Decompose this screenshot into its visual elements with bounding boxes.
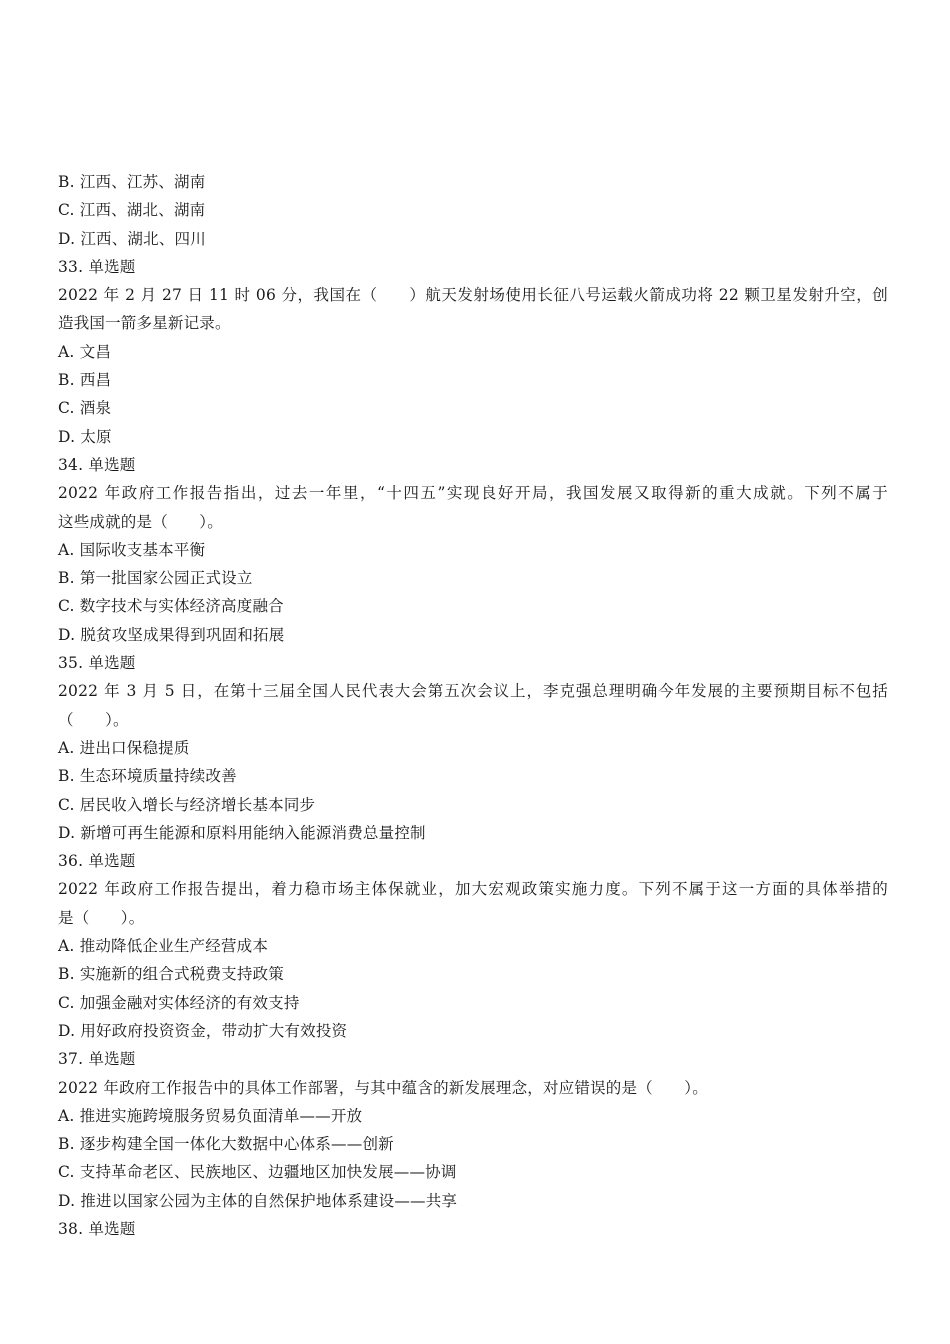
question-38 bbox=[58, 1215, 888, 1243]
option-b: B. 生态环境质量持续改善 bbox=[58, 767, 237, 786]
stem-line: 是（ ）。 bbox=[58, 908, 145, 927]
option-c: C. 数字技术与实体经济高度融合 bbox=[58, 597, 284, 616]
stem-line: 2022 年 3 月 5 日，在第十三届全国人民代表大会第五次会议上，李克强总理明确今年发展的主要预期目标不包括 bbox=[58, 682, 888, 701]
question-35 bbox=[58, 649, 888, 847]
stem-line: 造我国一箭多星新记录。 bbox=[58, 314, 231, 333]
question-header: 38. 单选题 bbox=[58, 1219, 136, 1238]
option-a: A. 推进实施跨境服务贸易负面清单——开放 bbox=[58, 1106, 363, 1125]
option-a: A. 进出口保稳提质 bbox=[58, 738, 190, 757]
question-stem bbox=[58, 875, 888, 932]
option-c: C. 酒泉 bbox=[58, 399, 112, 418]
question-stem: 2022 年政府工作报告中的具体工作部署，与其中蕴含的新发展理念，对应错误的是（ ）。 bbox=[58, 1078, 708, 1097]
question-header: 35. 单选题 bbox=[58, 654, 136, 673]
option-b: B. 第一批国家公园正式设立 bbox=[58, 569, 253, 588]
stem-line: 2022 年政府工作报告指出，过去一年里，“十四五”实现良好开局，我国发展又取得新的重大成就。下列不属于 bbox=[58, 484, 888, 503]
option: C. 江西、湖北、湖南 bbox=[58, 201, 206, 220]
question-header: 34. 单选题 bbox=[58, 455, 136, 474]
question-header: 33. 单选题 bbox=[58, 257, 136, 276]
question-33 bbox=[58, 253, 888, 451]
question-stem bbox=[58, 479, 888, 536]
option-c: C. 居民收入增长与经济增长基本同步 bbox=[58, 795, 316, 814]
option-a: A. 推动降低企业生产经营成本 bbox=[58, 937, 269, 956]
question-header: 37. 单选题 bbox=[58, 1050, 136, 1069]
question-34 bbox=[58, 451, 888, 649]
option-c: C. 加强金融对实体经济的有效支持 bbox=[58, 993, 300, 1012]
stem-line: 2022 年政府工作报告提出，着力稳市场主体保就业，加大宏观政策实施力度。下列不属于这一方面的具体举措的 bbox=[58, 880, 888, 899]
stem-line: 这些成就的是（ ）。 bbox=[58, 512, 223, 531]
option-d: D. 用好政府投资资金，带动扩大有效投资 bbox=[58, 1021, 348, 1040]
option-a: A. 国际收支基本平衡 bbox=[58, 540, 206, 559]
option-b: B. 西昌 bbox=[58, 371, 112, 390]
option: B. 江西、江苏、湖南 bbox=[58, 173, 206, 191]
question-36 bbox=[58, 847, 888, 1045]
option-a: A. 文昌 bbox=[58, 342, 112, 361]
option-d: D. 新增可再生能源和原料用能纳入能源消费总量控制 bbox=[58, 823, 426, 842]
question-37 bbox=[58, 1045, 888, 1215]
option-d: D. 推进以国家公园为主体的自然保护地体系建设——共享 bbox=[58, 1191, 458, 1210]
option-b: B. 实施新的组合式税费支持政策 bbox=[58, 965, 284, 984]
option-b: B. 逐步构建全国一体化大数据中心体系——创新 bbox=[58, 1135, 394, 1154]
option-d: D. 脱贫攻坚成果得到巩固和拓展 bbox=[58, 625, 285, 644]
question-stem bbox=[58, 677, 888, 734]
question-stem bbox=[58, 281, 888, 338]
stem-line: 2022 年 2 月 27 日 11 时 06 分，我国在（ ）航天发射场使用长征八号运载火箭成功将 22 颗卫星发射升空，创 bbox=[58, 286, 888, 305]
question-header: 36. 单选题 bbox=[58, 852, 136, 871]
continuation-options bbox=[58, 168, 888, 253]
option-c: C. 支持革命老区、民族地区、边疆地区加快发展——协调 bbox=[58, 1163, 457, 1182]
stem-line: （ ）。 bbox=[58, 710, 129, 729]
option: D. 江西、湖北、四川 bbox=[58, 229, 206, 248]
document-page bbox=[58, 168, 888, 1243]
option-d: D. 太原 bbox=[58, 427, 112, 446]
